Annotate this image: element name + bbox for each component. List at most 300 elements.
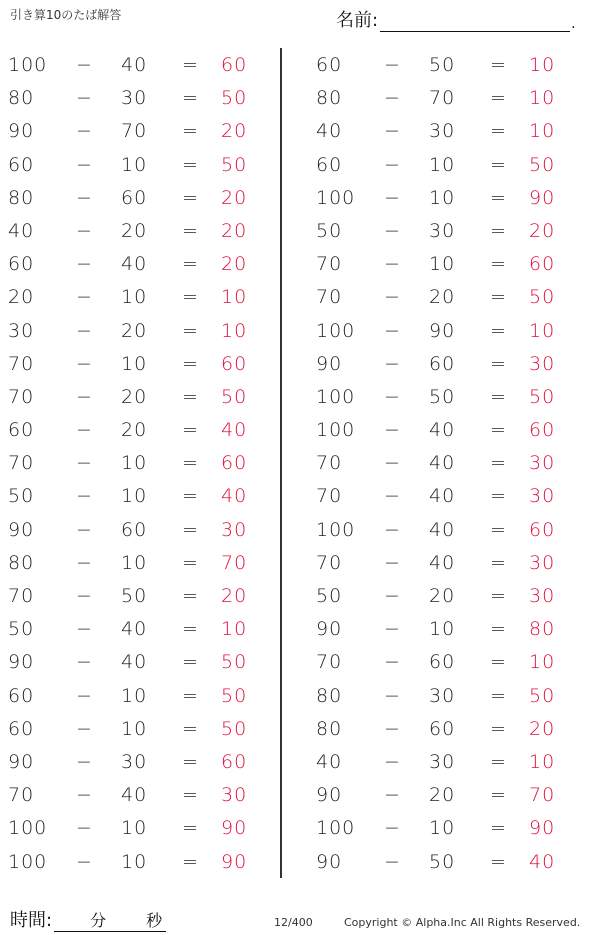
subtrahend: 30 [121, 750, 148, 773]
minuend: 70 [316, 253, 343, 276]
answer: 30 [529, 452, 556, 475]
minuend: 60 [316, 153, 343, 176]
answer: 50 [221, 87, 248, 110]
subtrahend: 40 [121, 54, 148, 76]
minus-sign: − [76, 385, 92, 408]
answer: 20 [221, 120, 248, 143]
equals-sign: = [490, 319, 506, 342]
equals-sign: = [182, 419, 198, 442]
minus-sign: − [76, 452, 92, 475]
equals-sign: = [182, 585, 198, 607]
minuend: 90 [8, 750, 35, 773]
minus-sign: − [76, 717, 92, 740]
minus-sign: − [384, 485, 400, 508]
problem-row [8, 348, 268, 381]
equals-sign: = [182, 551, 198, 574]
equals-sign: = [182, 186, 198, 209]
minuend: 90 [316, 352, 343, 375]
problem-row [316, 514, 576, 547]
minus-sign: − [76, 319, 92, 342]
column-divider [280, 48, 282, 878]
minuend: 40 [8, 219, 35, 242]
subtrahend: 10 [121, 551, 148, 574]
minus-sign: − [384, 419, 400, 442]
subtrahend: 10 [121, 817, 148, 840]
minus-sign: − [384, 385, 400, 408]
subtrahend: 10 [121, 717, 148, 740]
answer: 20 [529, 717, 556, 740]
minuend: 60 [8, 153, 35, 176]
answer: 10 [529, 120, 556, 143]
minuend: 50 [316, 219, 343, 242]
minuend: 60 [8, 684, 35, 707]
answer: 40 [221, 419, 248, 442]
problem-row [8, 746, 268, 779]
minuend: 90 [8, 651, 35, 674]
minuend: 70 [316, 651, 343, 674]
equals-sign: = [490, 551, 506, 574]
equals-sign: = [490, 750, 506, 773]
subtrahend: 90 [429, 319, 456, 342]
minuend: 90 [316, 618, 343, 641]
problem-row [316, 215, 576, 248]
minuend: 100 [316, 518, 356, 541]
subtrahend: 40 [121, 618, 148, 641]
minus-sign: − [76, 186, 92, 209]
subtrahend: 60 [429, 352, 456, 375]
subtrahend: 10 [121, 452, 148, 475]
answer: 90 [529, 186, 556, 209]
answer: 80 [529, 618, 556, 641]
problem-row [8, 49, 268, 82]
minus-sign: − [76, 87, 92, 110]
equals-sign: = [182, 817, 198, 840]
problem-row [8, 613, 268, 646]
minuend: 90 [8, 518, 35, 541]
answer: 20 [221, 585, 248, 607]
minuend: 100 [316, 817, 356, 840]
problem-row [8, 315, 268, 348]
equals-sign: = [182, 253, 198, 276]
problem-row [8, 82, 268, 115]
minuend: 50 [8, 618, 35, 641]
subtrahend: 70 [121, 120, 148, 143]
minus-sign: − [76, 352, 92, 375]
minus-sign: − [384, 219, 400, 242]
problem-row [316, 680, 576, 713]
answer: 30 [529, 352, 556, 375]
time-blank-line [54, 911, 166, 932]
problem-row [8, 812, 268, 845]
answer: 50 [529, 153, 556, 176]
minus-sign: − [76, 120, 92, 143]
minus-sign: − [76, 253, 92, 276]
answer: 30 [529, 551, 556, 574]
minus-sign: − [384, 352, 400, 375]
answer: 60 [221, 352, 248, 375]
equals-sign: = [490, 253, 506, 276]
equals-sign: = [182, 850, 198, 873]
answer: 30 [529, 485, 556, 508]
problem-row [316, 447, 576, 480]
equals-sign: = [490, 286, 506, 309]
answer: 30 [221, 518, 248, 541]
minuend: 100 [316, 419, 356, 442]
minus-sign: − [384, 585, 400, 607]
problem-row [8, 414, 268, 447]
minus-sign: − [384, 286, 400, 309]
minuend: 70 [8, 385, 35, 408]
equals-sign: = [182, 485, 198, 508]
minuend: 80 [8, 551, 35, 574]
problem-row [8, 115, 268, 148]
answer: 20 [221, 253, 248, 276]
answer: 90 [221, 817, 248, 840]
minuend: 40 [316, 750, 343, 773]
subtrahend: 60 [121, 518, 148, 541]
equals-sign: = [182, 219, 198, 242]
minus-sign: − [76, 419, 92, 442]
minus-sign: − [384, 850, 400, 873]
problem-row [316, 613, 576, 646]
equals-sign: = [490, 618, 506, 641]
subtrahend: 10 [429, 153, 456, 176]
problem-row [316, 49, 576, 82]
answer: 30 [221, 784, 248, 807]
equals-sign: = [490, 651, 506, 674]
answer: 50 [529, 684, 556, 707]
subtrahend: 40 [429, 485, 456, 508]
minus-sign: − [384, 784, 400, 807]
minus-sign: − [76, 750, 92, 773]
equals-sign: = [490, 54, 506, 76]
problem-row [8, 646, 268, 679]
equals-sign: = [490, 385, 506, 408]
minus-sign: − [76, 219, 92, 242]
problem-row [316, 281, 576, 314]
minuend: 30 [8, 319, 35, 342]
answer: 20 [221, 219, 248, 242]
time-label: 時間: [10, 910, 53, 931]
equals-sign: = [182, 352, 198, 375]
subtrahend: 10 [429, 817, 456, 840]
problem-row [8, 846, 268, 879]
problem-row [8, 149, 268, 182]
answer: 60 [221, 750, 248, 773]
subtrahend: 50 [121, 585, 148, 607]
answer: 10 [529, 319, 556, 342]
minutes-label: 分 [90, 911, 107, 930]
subtrahend: 20 [429, 286, 456, 309]
equals-sign: = [182, 518, 198, 541]
problem-row [316, 713, 576, 746]
minuend: 20 [8, 286, 35, 309]
minus-sign: − [384, 817, 400, 840]
problem-row [8, 480, 268, 513]
name-field [336, 6, 576, 32]
minus-sign: − [384, 253, 400, 276]
answer: 40 [221, 485, 248, 508]
problem-row [8, 547, 268, 580]
equals-sign: = [490, 684, 506, 707]
minuend: 90 [316, 784, 343, 807]
minus-sign: − [76, 784, 92, 807]
worksheet-title: 引き算10のたば解答 [10, 8, 122, 22]
subtrahend: 20 [121, 385, 148, 408]
answer: 60 [529, 253, 556, 276]
equals-sign: = [490, 186, 506, 209]
equals-sign: = [490, 219, 506, 242]
minus-sign: − [76, 618, 92, 641]
problem-row [316, 846, 576, 879]
minuend: 70 [8, 452, 35, 475]
equals-sign: = [182, 452, 198, 475]
problem-row [316, 248, 576, 281]
answer: 50 [529, 286, 556, 309]
name-blank-line [380, 13, 570, 32]
equals-sign: = [490, 717, 506, 740]
subtrahend: 20 [121, 219, 148, 242]
equals-sign: = [182, 618, 198, 641]
subtrahend: 10 [121, 485, 148, 508]
problem-row [316, 812, 576, 845]
equals-sign: = [182, 784, 198, 807]
minuend: 70 [316, 286, 343, 309]
minuend: 70 [8, 784, 35, 807]
minuend: 100 [8, 54, 48, 76]
minus-sign: − [384, 551, 400, 574]
problem-row [8, 580, 268, 613]
problem-row [316, 580, 576, 613]
subtrahend: 20 [429, 784, 456, 807]
minus-sign: − [384, 750, 400, 773]
minuend: 70 [8, 352, 35, 375]
left-problem-column [8, 49, 268, 879]
problem-row [8, 514, 268, 547]
minuend: 70 [8, 585, 35, 607]
problem-row [316, 381, 576, 414]
subtrahend: 60 [429, 717, 456, 740]
right-problem-column [316, 49, 576, 879]
subtrahend: 50 [429, 54, 456, 76]
problem-row [8, 182, 268, 215]
minus-sign: − [384, 518, 400, 541]
subtrahend: 20 [121, 319, 148, 342]
minuend: 60 [316, 54, 343, 76]
answer: 20 [529, 219, 556, 242]
problem-row [316, 182, 576, 215]
answer: 90 [529, 817, 556, 840]
answer: 10 [221, 319, 248, 342]
equals-sign: = [182, 120, 198, 143]
minus-sign: − [384, 717, 400, 740]
answer: 70 [221, 551, 248, 574]
problem-row [316, 348, 576, 381]
equals-sign: = [182, 750, 198, 773]
equals-sign: = [490, 784, 506, 807]
minus-sign: − [384, 618, 400, 641]
copyright-notice: Copyright © Alpha.Inc All Rights Reserved. [344, 916, 581, 929]
answer: 60 [529, 419, 556, 442]
minus-sign: − [76, 684, 92, 707]
answer: 50 [529, 385, 556, 408]
answer: 50 [221, 153, 248, 176]
equals-sign: = [182, 385, 198, 408]
problem-row [8, 779, 268, 812]
minuend: 70 [316, 452, 343, 475]
problem-row [8, 447, 268, 480]
equals-sign: = [182, 54, 198, 76]
equals-sign: = [490, 352, 506, 375]
problem-row [316, 646, 576, 679]
problem-row [8, 215, 268, 248]
subtrahend: 30 [429, 750, 456, 773]
answer: 50 [221, 684, 248, 707]
answer: 10 [221, 286, 248, 309]
equals-sign: = [490, 817, 506, 840]
equals-sign: = [182, 286, 198, 309]
answer: 90 [221, 850, 248, 873]
subtrahend: 30 [429, 219, 456, 242]
subtrahend: 40 [429, 452, 456, 475]
answer: 10 [529, 54, 556, 76]
subtrahend: 40 [429, 419, 456, 442]
answer: 70 [529, 784, 556, 807]
time-field [10, 906, 166, 932]
equals-sign: = [490, 419, 506, 442]
equals-sign: = [182, 153, 198, 176]
minus-sign: − [384, 319, 400, 342]
answer: 60 [221, 452, 248, 475]
equals-sign: = [490, 452, 506, 475]
subtrahend: 40 [429, 518, 456, 541]
subtrahend: 10 [121, 286, 148, 309]
subtrahend: 20 [429, 585, 456, 607]
name-dot: . [571, 16, 576, 32]
subtrahend: 10 [121, 352, 148, 375]
subtrahend: 40 [429, 551, 456, 574]
minus-sign: − [384, 452, 400, 475]
answer: 10 [529, 750, 556, 773]
problem-row [316, 149, 576, 182]
minuend: 70 [316, 551, 343, 574]
subtrahend: 40 [121, 651, 148, 674]
minuend: 60 [8, 717, 35, 740]
minuend: 80 [8, 87, 35, 110]
answer: 50 [221, 385, 248, 408]
equals-sign: = [182, 717, 198, 740]
minuend: 100 [8, 850, 48, 873]
subtrahend: 50 [429, 385, 456, 408]
minuend: 80 [316, 684, 343, 707]
subtrahend: 60 [121, 186, 148, 209]
minuend: 60 [8, 419, 35, 442]
equals-sign: = [490, 153, 506, 176]
minus-sign: − [76, 585, 92, 607]
answer: 60 [221, 54, 248, 76]
subtrahend: 30 [121, 87, 148, 110]
problem-row [8, 381, 268, 414]
equals-sign: = [490, 585, 506, 607]
minuend: 70 [316, 485, 343, 508]
seconds-label: 秒 [146, 911, 163, 930]
problem-row [316, 414, 576, 447]
subtrahend: 10 [429, 186, 456, 209]
subtrahend: 60 [429, 651, 456, 674]
minus-sign: − [76, 54, 92, 76]
minuend: 50 [8, 485, 35, 508]
problem-row [8, 680, 268, 713]
minus-sign: − [76, 286, 92, 309]
minuend: 100 [316, 319, 356, 342]
problem-row [316, 115, 576, 148]
equals-sign: = [182, 319, 198, 342]
subtrahend: 10 [121, 684, 148, 707]
minuend: 90 [8, 120, 35, 143]
answer: 40 [529, 850, 556, 873]
subtrahend: 40 [121, 784, 148, 807]
minus-sign: − [76, 850, 92, 873]
minuend: 40 [316, 120, 343, 143]
subtrahend: 20 [121, 419, 148, 442]
minus-sign: − [76, 485, 92, 508]
equals-sign: = [490, 850, 506, 873]
subtrahend: 10 [121, 153, 148, 176]
page-number: 12/400 [274, 916, 313, 929]
minus-sign: − [76, 551, 92, 574]
problem-row [8, 281, 268, 314]
problem-row [316, 315, 576, 348]
answer: 20 [221, 186, 248, 209]
minuend: 90 [316, 850, 343, 873]
problem-row [8, 713, 268, 746]
minus-sign: − [76, 817, 92, 840]
answer: 10 [221, 618, 248, 641]
minus-sign: − [384, 186, 400, 209]
answer: 10 [529, 87, 556, 110]
minuend: 100 [316, 186, 356, 209]
problem-row [316, 82, 576, 115]
equals-sign: = [490, 120, 506, 143]
subtrahend: 10 [429, 253, 456, 276]
minus-sign: − [384, 153, 400, 176]
minus-sign: − [384, 54, 400, 76]
subtrahend: 30 [429, 684, 456, 707]
subtrahend: 10 [121, 850, 148, 873]
minuend: 100 [316, 385, 356, 408]
minuend: 100 [8, 817, 48, 840]
subtrahend: 10 [429, 618, 456, 641]
minus-sign: − [384, 87, 400, 110]
minus-sign: − [76, 651, 92, 674]
answer: 50 [221, 651, 248, 674]
subtrahend: 50 [429, 850, 456, 873]
subtrahend: 30 [429, 120, 456, 143]
problem-row [316, 480, 576, 513]
minus-sign: − [384, 684, 400, 707]
problem-row [316, 779, 576, 812]
minuend: 50 [316, 585, 343, 607]
problem-row [316, 746, 576, 779]
equals-sign: = [490, 87, 506, 110]
equals-sign: = [490, 485, 506, 508]
subtrahend: 70 [429, 87, 456, 110]
answer: 30 [529, 585, 556, 607]
equals-sign: = [490, 518, 506, 541]
answer: 60 [529, 518, 556, 541]
problem-row [316, 547, 576, 580]
minuend: 80 [316, 87, 343, 110]
